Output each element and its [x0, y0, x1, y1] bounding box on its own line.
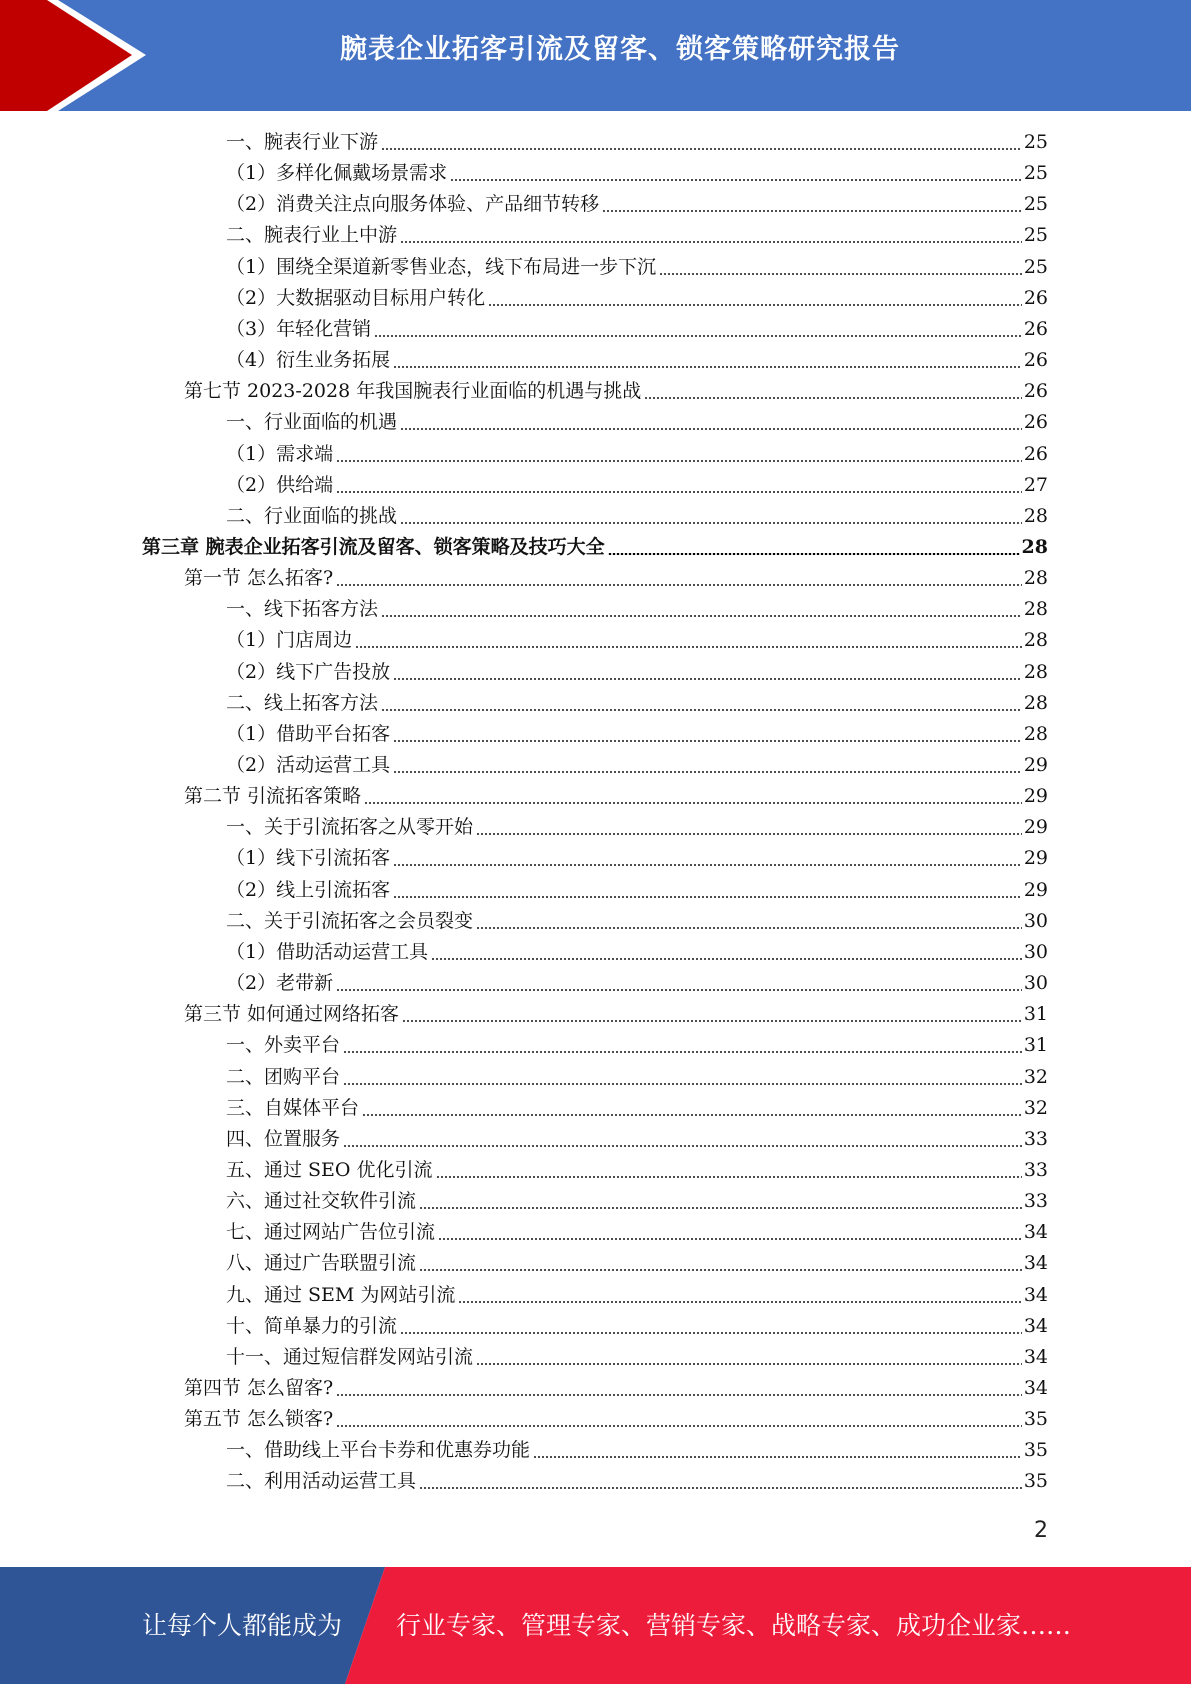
toc-entry-title: 一、关于引流拓客之从零开始	[226, 816, 474, 839]
toc-entry-title: 九、通过 SEM 为网站引流	[226, 1283, 456, 1306]
toc-entry-title: （1）门店周边	[226, 629, 353, 652]
toc-entry-title: （1）多样化佩戴场景需求	[226, 162, 448, 185]
toc-dot-leader	[476, 927, 1022, 929]
toc-entry-title: 一、行业面临的机遇	[226, 411, 398, 434]
toc-dot-leader	[393, 896, 1022, 898]
toc-entry[interactable]	[226, 1342, 1048, 1373]
toc-entry[interactable]	[184, 376, 1048, 407]
toc-entry-title: 第一节 怎么拓客?	[184, 567, 334, 590]
toc-entry-page: 26	[1023, 380, 1048, 403]
toc-entry-page: 34	[1023, 1314, 1048, 1337]
toc-entry-page: 26	[1023, 442, 1048, 465]
toc-entry-page: 25	[1023, 162, 1048, 185]
toc-entry[interactable]	[226, 407, 1048, 438]
toc-entry-title: 六、通过社交软件引流	[226, 1190, 417, 1213]
toc-entry[interactable]	[226, 625, 1048, 656]
toc-entry-title: 二、线上拓客方法	[226, 691, 379, 714]
toc-entry-page: 34	[1023, 1252, 1048, 1275]
toc-entry[interactable]	[226, 1217, 1048, 1248]
toc-dot-leader	[419, 1487, 1022, 1489]
toc-entry-page: 28	[1023, 660, 1048, 683]
toc-entry[interactable]	[226, 968, 1048, 999]
toc-entry-title: 一、外卖平台	[226, 1034, 341, 1057]
toc-entry-title: 第三节 如何通过网络拓客	[184, 1003, 400, 1026]
toc-dot-leader	[659, 273, 1022, 275]
toc-entry-page: 29	[1023, 816, 1048, 839]
toc-dot-leader	[381, 615, 1022, 617]
toc-dot-leader	[336, 460, 1022, 462]
toc-dot-leader	[419, 1269, 1022, 1271]
report-title: 腕表企业拓客引流及留客、锁客策略研究报告	[340, 34, 900, 65]
footer-slogan-left: 让每个人都能成为	[142, 1611, 343, 1640]
toc-entry[interactable]	[226, 688, 1048, 719]
toc-dot-leader	[438, 1238, 1022, 1240]
toc-dot-leader	[602, 210, 1022, 212]
toc-entry-title: 十、简单暴力的引流	[226, 1314, 398, 1337]
toc-dot-leader	[364, 802, 1022, 804]
toc-dot-leader	[533, 1456, 1022, 1458]
toc-entry-title: （4）衍生业务拓展	[226, 349, 391, 372]
toc-entry[interactable]	[226, 594, 1048, 625]
toc-entry[interactable]	[226, 1124, 1048, 1155]
toc-entry[interactable]	[226, 127, 1048, 158]
toc-dot-leader	[450, 179, 1022, 181]
toc-entry-page: 31	[1023, 1034, 1048, 1057]
toc-dot-leader	[393, 366, 1022, 368]
toc-dot-leader	[393, 678, 1022, 680]
toc-entry[interactable]	[226, 875, 1048, 906]
toc-entry-title: 二、利用活动运营工具	[226, 1470, 417, 1493]
toc-entry-page: 28	[1023, 691, 1048, 714]
toc-entry-page: 34	[1023, 1345, 1048, 1368]
toc-entry[interactable]	[226, 1155, 1048, 1186]
toc-dot-leader	[381, 148, 1022, 150]
toc-dot-leader	[402, 1020, 1022, 1022]
toc-dot-leader	[400, 522, 1022, 524]
toc-entry-page: 30	[1023, 972, 1048, 995]
toc-entry-title: 第四节 怎么留客?	[184, 1377, 334, 1399]
toc-entry-page: 30	[1023, 940, 1048, 963]
toc-entry[interactable]	[226, 1093, 1048, 1124]
toc-entry-page: 33	[1023, 1127, 1048, 1150]
toc-entry[interactable]	[226, 345, 1048, 376]
toc-entry-title: 十一、通过短信群发网站引流	[226, 1345, 474, 1368]
toc-entry[interactable]	[142, 532, 1048, 563]
toc-entry-title: （3）年轻化营销	[226, 317, 372, 340]
toc-entry-page: 33	[1023, 1158, 1048, 1181]
toc-entry[interactable]	[226, 252, 1048, 283]
toc-entry-page: 26	[1023, 317, 1048, 340]
toc-entry[interactable]	[226, 1062, 1048, 1093]
toc-entry-page: 32	[1023, 1096, 1048, 1119]
toc-entry-page: 34	[1023, 1221, 1048, 1244]
toc-entry[interactable]	[184, 1373, 1048, 1404]
toc-entry-title: （1）借助平台拓客	[226, 722, 391, 745]
toc-entry-title: 七、通过网站广告位引流	[226, 1221, 436, 1244]
footer-slogan-right: 行业专家、管理专家、营销专家、战略专家、成功企业家……	[396, 1611, 1072, 1640]
toc-entry-page: 28	[1023, 567, 1048, 590]
toc-entry[interactable]	[226, 1248, 1048, 1279]
toc-entry-page: 26	[1023, 411, 1048, 434]
toc-dot-leader	[393, 771, 1022, 773]
toc-entry[interactable]	[226, 1030, 1048, 1061]
toc-entry-page: 26	[1023, 349, 1048, 372]
toc-dot-leader	[374, 335, 1022, 337]
toc-entry-page: 29	[1023, 878, 1048, 901]
toc-entry-title: 八、通过广告联盟引流	[226, 1252, 417, 1275]
toc-entry-page: 28	[1023, 598, 1048, 621]
toc-dot-leader	[400, 428, 1022, 430]
toc-entry[interactable]	[226, 906, 1048, 937]
page-number: 2	[1034, 1518, 1048, 1543]
toc-entry-page: 25	[1023, 255, 1048, 278]
toc-entry[interactable]	[226, 1435, 1048, 1466]
toc-entry[interactable]	[226, 314, 1048, 345]
toc-entry-page: 25	[1023, 224, 1048, 247]
toc-dot-leader	[476, 833, 1022, 835]
toc-entry-title: 一、借助线上平台卡券和优惠券功能	[226, 1439, 531, 1462]
toc-entry[interactable]	[184, 781, 1048, 812]
toc-entry-page: 28	[1023, 722, 1048, 745]
toc-dot-leader	[608, 553, 1020, 555]
toc-entry-title: （2）线上引流拓客	[226, 878, 391, 901]
toc-entry[interactable]	[226, 750, 1048, 781]
toc-entry-page: 34	[1023, 1377, 1048, 1399]
toc-entry-title: （1）围绕全渠道新零售业态，线下布局进一步下沉	[226, 255, 657, 278]
toc-entry-page: 35	[1023, 1439, 1048, 1462]
toc-entry-title: （1）线下引流拓客	[226, 847, 391, 870]
toc-entry-page: 28	[1023, 504, 1048, 527]
toc-dot-leader	[336, 1394, 1022, 1396]
toc-entry-title: （2）供给端	[226, 473, 334, 496]
toc-entry[interactable]	[226, 158, 1048, 189]
toc-dot-leader	[343, 1051, 1022, 1053]
toc-dot-leader	[336, 491, 1022, 493]
toc-entry-page: 28	[1023, 629, 1048, 652]
toc-entry[interactable]	[226, 657, 1048, 688]
toc-dot-leader	[488, 304, 1022, 306]
toc-dot-leader	[419, 1207, 1022, 1209]
toc-dot-leader	[400, 241, 1022, 243]
toc-entry-page: 25	[1023, 131, 1048, 153]
toc-entry-page: 25	[1023, 193, 1048, 216]
toc-entry-title: （2）线下广告投放	[226, 660, 391, 683]
toc-dot-leader	[343, 1145, 1022, 1147]
toc-entry-title: 四、位置服务	[226, 1127, 341, 1150]
toc-entry[interactable]	[184, 1404, 1048, 1435]
toc-entry-title: 二、关于引流拓客之会员裂变	[226, 909, 474, 932]
toc-dot-leader	[336, 584, 1022, 586]
toc-entry-title: 三、自媒体平台	[226, 1096, 360, 1119]
toc-dot-leader	[393, 740, 1022, 742]
header-red-arrow-icon	[0, 0, 160, 111]
toc-entry[interactable]	[226, 843, 1048, 874]
toc-entry[interactable]	[226, 470, 1048, 501]
toc-entry[interactable]	[226, 439, 1048, 470]
toc-entry-title: 第二节 引流拓客策略	[184, 785, 362, 808]
toc-dot-leader	[431, 958, 1022, 960]
toc-entry-title: （2）消费关注点向服务体验、产品细节转移	[226, 193, 600, 216]
toc-entry[interactable]	[226, 1280, 1048, 1311]
toc-entry-page: 29	[1023, 847, 1048, 870]
toc-entry-title: （2）活动运营工具	[226, 754, 391, 776]
toc-dot-leader	[476, 1363, 1022, 1365]
toc-entry-page: 35	[1023, 1408, 1048, 1431]
toc-entry-page: 29	[1023, 785, 1048, 808]
page-header	[0, 0, 1191, 111]
toc-dot-leader	[400, 1332, 1022, 1334]
toc-entry-title: 第三章 腕表企业拓客引流及留客、锁客策略及技巧大全	[142, 535, 605, 558]
toc-entry[interactable]	[226, 501, 1048, 532]
toc-entry-title: 一、线下拓客方法	[226, 598, 379, 621]
toc-entry-page: 34	[1023, 1283, 1048, 1306]
toc-entry[interactable]	[184, 999, 1048, 1030]
toc-entry-title: 二、团购平台	[226, 1065, 341, 1088]
page-footer	[0, 1567, 1191, 1684]
toc-entry-page: 35	[1023, 1470, 1048, 1493]
toc-entry-page: 31	[1023, 1003, 1048, 1026]
toc-entry[interactable]	[226, 283, 1048, 314]
toc-entry-page: 28	[1021, 535, 1048, 558]
toc-entry-title: 第五节 怎么锁客?	[184, 1408, 334, 1431]
toc-dot-leader	[381, 709, 1022, 711]
toc-entry[interactable]	[226, 220, 1048, 251]
toc-dot-leader	[336, 989, 1022, 991]
toc-entry[interactable]	[226, 1186, 1048, 1217]
toc-dot-leader	[644, 397, 1022, 399]
toc-dot-leader	[436, 1176, 1022, 1178]
toc-entry-page: 29	[1023, 754, 1048, 776]
toc-entry-title: （2）老带新	[226, 972, 334, 995]
toc-entry[interactable]	[184, 563, 1048, 594]
toc-entry[interactable]	[226, 189, 1048, 220]
toc-dot-leader	[355, 646, 1022, 648]
toc-entry-title: （2）大数据驱动目标用户转化	[226, 286, 486, 309]
toc-dot-leader	[458, 1301, 1021, 1303]
toc-entry[interactable]	[226, 719, 1048, 750]
toc-entry-page: 30	[1023, 909, 1048, 932]
toc-entry[interactable]	[226, 1311, 1048, 1342]
toc-dot-leader	[336, 1425, 1022, 1427]
toc-entry-title: 一、腕表行业下游	[226, 131, 379, 153]
toc-entry-title: 二、行业面临的挑战	[226, 504, 398, 527]
toc-dot-leader	[393, 864, 1022, 866]
toc-dot-leader	[343, 1083, 1022, 1085]
toc-entry-page: 32	[1023, 1065, 1048, 1088]
toc-entry-title: 第七节 2023-2028 年我国腕表行业面临的机遇与挑战	[184, 380, 642, 403]
toc-entry[interactable]	[226, 1466, 1048, 1497]
toc-entry-title: （1）借助活动运营工具	[226, 940, 429, 963]
toc-dot-leader	[362, 1114, 1022, 1116]
toc-entry-page: 26	[1023, 286, 1048, 309]
toc-entry-title: 二、腕表行业上中游	[226, 224, 398, 247]
toc-entry-page: 27	[1023, 473, 1048, 496]
toc-entry[interactable]	[226, 937, 1048, 968]
toc-entry-title: 五、通过 SEO 优化引流	[226, 1158, 433, 1181]
toc-entry-page: 33	[1023, 1190, 1048, 1213]
toc-entry[interactable]	[226, 812, 1048, 843]
toc-entry-title: （1）需求端	[226, 442, 334, 465]
